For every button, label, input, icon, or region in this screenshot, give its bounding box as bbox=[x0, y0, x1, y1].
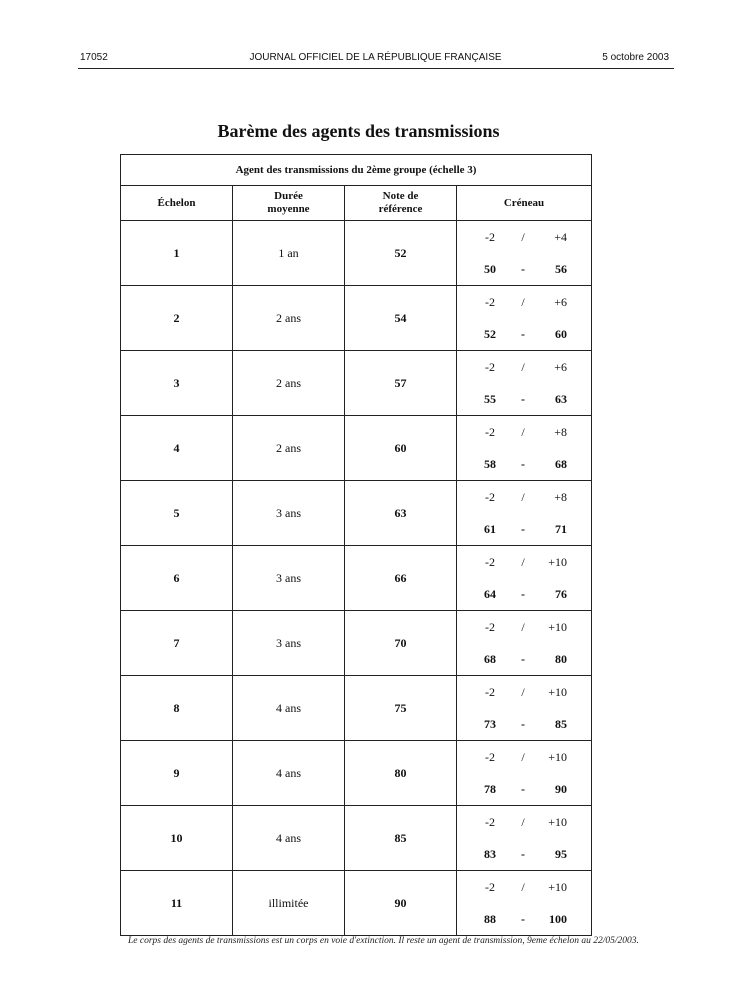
creneau-low: -2 bbox=[485, 814, 495, 829]
creneau-range bbox=[457, 912, 591, 927]
creneau-sep: / bbox=[521, 684, 525, 699]
col-header-duree-line1: Durée bbox=[274, 190, 303, 202]
cell-duree: 1 an bbox=[233, 221, 345, 286]
cell-creneau bbox=[457, 676, 592, 741]
creneau-range bbox=[457, 392, 591, 407]
cell-note: 52 bbox=[345, 221, 457, 286]
col-header-echelon: Échelon bbox=[121, 186, 233, 221]
creneau-min: 78 bbox=[484, 781, 496, 796]
creneau-max: 56 bbox=[555, 261, 567, 276]
col-header-creneau: Créneau bbox=[457, 186, 592, 221]
creneau-min: 68 bbox=[484, 651, 496, 666]
creneau-offsets bbox=[457, 555, 591, 570]
creneau-offsets bbox=[457, 295, 591, 310]
creneau-sep: / bbox=[521, 619, 525, 634]
col-header-note bbox=[345, 186, 457, 221]
creneau-high: +10 bbox=[548, 749, 567, 764]
creneau-sep: / bbox=[521, 749, 525, 764]
creneau-high: +4 bbox=[554, 229, 567, 244]
creneau-range bbox=[457, 587, 591, 602]
creneau-dash: - bbox=[521, 651, 525, 666]
cell-echelon: 1 bbox=[121, 221, 233, 286]
cell-duree: 2 ans bbox=[233, 351, 345, 416]
creneau-low: -2 bbox=[485, 749, 495, 764]
creneau-offsets bbox=[457, 230, 591, 245]
cell-creneau bbox=[457, 546, 592, 611]
cell-echelon: 7 bbox=[121, 611, 233, 676]
header-divider bbox=[78, 68, 674, 69]
creneau-dash: - bbox=[521, 456, 525, 471]
col-header-note-line1: Note de bbox=[382, 190, 419, 202]
cell-echelon: 9 bbox=[121, 741, 233, 806]
creneau-min: 73 bbox=[484, 716, 496, 731]
creneau-low: -2 bbox=[485, 229, 495, 244]
cell-note: 75 bbox=[345, 676, 457, 741]
cell-echelon: 3 bbox=[121, 351, 233, 416]
creneau-range bbox=[457, 717, 591, 732]
col-header-duree-line2: moyenne bbox=[267, 203, 310, 215]
creneau-sep: / bbox=[521, 554, 525, 569]
col-header-note-line2: référence bbox=[378, 203, 423, 215]
creneau-offsets bbox=[457, 425, 591, 440]
creneau-dash: - bbox=[521, 261, 525, 276]
creneau-offsets bbox=[457, 880, 591, 895]
cell-creneau bbox=[457, 221, 592, 286]
creneau-range bbox=[457, 847, 591, 862]
table-row bbox=[121, 611, 592, 676]
creneau-low: -2 bbox=[485, 489, 495, 504]
creneau-sep: / bbox=[521, 814, 525, 829]
cell-duree: 4 ans bbox=[233, 676, 345, 741]
creneau-low: -2 bbox=[485, 619, 495, 634]
creneau-low: -2 bbox=[485, 879, 495, 894]
creneau-sep: / bbox=[521, 879, 525, 894]
creneau-min: 61 bbox=[484, 521, 496, 536]
journal-title: JOURNAL OFFICIEL DE LA RÉPUBLIQUE FRANÇAISE bbox=[249, 52, 502, 63]
creneau-min: 83 bbox=[484, 846, 496, 861]
creneau-low: -2 bbox=[485, 424, 495, 439]
cell-note: 70 bbox=[345, 611, 457, 676]
creneau-range bbox=[457, 522, 591, 537]
creneau-max: 60 bbox=[555, 326, 567, 341]
page-number: 17052 bbox=[80, 52, 108, 63]
table-row bbox=[121, 286, 592, 351]
creneau-dash: - bbox=[521, 911, 525, 926]
creneau-low: -2 bbox=[485, 294, 495, 309]
creneau-sep: / bbox=[521, 359, 525, 374]
cell-creneau bbox=[457, 286, 592, 351]
cell-note: 66 bbox=[345, 546, 457, 611]
cell-creneau bbox=[457, 871, 592, 936]
cell-creneau bbox=[457, 351, 592, 416]
creneau-low: -2 bbox=[485, 554, 495, 569]
cell-note: 85 bbox=[345, 806, 457, 871]
cell-echelon: 11 bbox=[121, 871, 233, 936]
cell-duree: 3 ans bbox=[233, 481, 345, 546]
cell-echelon: 10 bbox=[121, 806, 233, 871]
creneau-max: 85 bbox=[555, 716, 567, 731]
creneau-min: 52 bbox=[484, 326, 496, 341]
cell-creneau bbox=[457, 611, 592, 676]
creneau-dash: - bbox=[521, 521, 525, 536]
cell-creneau bbox=[457, 481, 592, 546]
creneau-max: 63 bbox=[555, 391, 567, 406]
creneau-high: +8 bbox=[554, 424, 567, 439]
cell-echelon: 4 bbox=[121, 416, 233, 481]
creneau-low: -2 bbox=[485, 684, 495, 699]
creneau-dash: - bbox=[521, 781, 525, 796]
cell-duree: 2 ans bbox=[233, 416, 345, 481]
cell-creneau bbox=[457, 806, 592, 871]
cell-echelon: 5 bbox=[121, 481, 233, 546]
creneau-high: +6 bbox=[554, 359, 567, 374]
creneau-range bbox=[457, 457, 591, 472]
creneau-sep: / bbox=[521, 424, 525, 439]
creneau-dash: - bbox=[521, 391, 525, 406]
table-row bbox=[121, 221, 592, 286]
cell-duree: 4 ans bbox=[233, 741, 345, 806]
creneau-min: 88 bbox=[484, 911, 496, 926]
creneau-offsets bbox=[457, 815, 591, 830]
creneau-max: 95 bbox=[555, 846, 567, 861]
creneau-high: +10 bbox=[548, 684, 567, 699]
creneau-dash: - bbox=[521, 326, 525, 341]
creneau-offsets bbox=[457, 750, 591, 765]
creneau-offsets bbox=[457, 360, 591, 375]
bareme-table bbox=[120, 154, 592, 936]
creneau-offsets bbox=[457, 490, 591, 505]
cell-note: 57 bbox=[345, 351, 457, 416]
creneau-range bbox=[457, 327, 591, 342]
cell-duree: 3 ans bbox=[233, 611, 345, 676]
group-title: Agent des transmissions du 2ème groupe (échelle 3) bbox=[121, 155, 592, 186]
creneau-min: 58 bbox=[484, 456, 496, 471]
table-row bbox=[121, 806, 592, 871]
creneau-high: +6 bbox=[554, 294, 567, 309]
table-row bbox=[121, 871, 592, 936]
creneau-dash: - bbox=[521, 846, 525, 861]
footnote: Le corps des agents de transmissions est un corps en voie d'extinction. Il reste un agent de transmission, 9eme échelon au 22/05/2003. bbox=[128, 936, 639, 946]
creneau-max: 90 bbox=[555, 781, 567, 796]
cell-duree: illimitée bbox=[233, 871, 345, 936]
creneau-sep: / bbox=[521, 489, 525, 504]
cell-echelon: 2 bbox=[121, 286, 233, 351]
creneau-sep: / bbox=[521, 294, 525, 309]
creneau-max: 68 bbox=[555, 456, 567, 471]
publication-date: 5 octobre 2003 bbox=[602, 52, 669, 63]
cell-duree: 4 ans bbox=[233, 806, 345, 871]
creneau-dash: - bbox=[521, 716, 525, 731]
creneau-max: 100 bbox=[549, 911, 567, 926]
creneau-max: 71 bbox=[555, 521, 567, 536]
col-header-duree bbox=[233, 186, 345, 221]
creneau-min: 55 bbox=[484, 391, 496, 406]
creneau-offsets bbox=[457, 620, 591, 635]
table-row bbox=[121, 416, 592, 481]
cell-note: 90 bbox=[345, 871, 457, 936]
cell-duree: 2 ans bbox=[233, 286, 345, 351]
cell-echelon: 6 bbox=[121, 546, 233, 611]
creneau-low: -2 bbox=[485, 359, 495, 374]
cell-note: 54 bbox=[345, 286, 457, 351]
creneau-range bbox=[457, 782, 591, 797]
cell-creneau bbox=[457, 416, 592, 481]
creneau-sep: / bbox=[521, 229, 525, 244]
creneau-high: +10 bbox=[548, 554, 567, 569]
creneau-high: +10 bbox=[548, 619, 567, 634]
table-row bbox=[121, 741, 592, 806]
creneau-max: 76 bbox=[555, 586, 567, 601]
cell-duree: 3 ans bbox=[233, 546, 345, 611]
table-row bbox=[121, 546, 592, 611]
cell-creneau bbox=[457, 741, 592, 806]
creneau-dash: - bbox=[521, 586, 525, 601]
creneau-high: +8 bbox=[554, 489, 567, 504]
creneau-high: +10 bbox=[548, 879, 567, 894]
creneau-min: 50 bbox=[484, 261, 496, 276]
creneau-range bbox=[457, 652, 591, 667]
creneau-range bbox=[457, 262, 591, 277]
cell-note: 60 bbox=[345, 416, 457, 481]
page-title: Barème des agents des transmissions bbox=[217, 121, 500, 141]
cell-note: 80 bbox=[345, 741, 457, 806]
cell-note: 63 bbox=[345, 481, 457, 546]
creneau-max: 80 bbox=[555, 651, 567, 666]
table-row bbox=[121, 351, 592, 416]
creneau-min: 64 bbox=[484, 586, 496, 601]
table-row bbox=[121, 676, 592, 741]
creneau-offsets bbox=[457, 685, 591, 700]
cell-echelon: 8 bbox=[121, 676, 233, 741]
creneau-high: +10 bbox=[548, 814, 567, 829]
table-row bbox=[121, 481, 592, 546]
